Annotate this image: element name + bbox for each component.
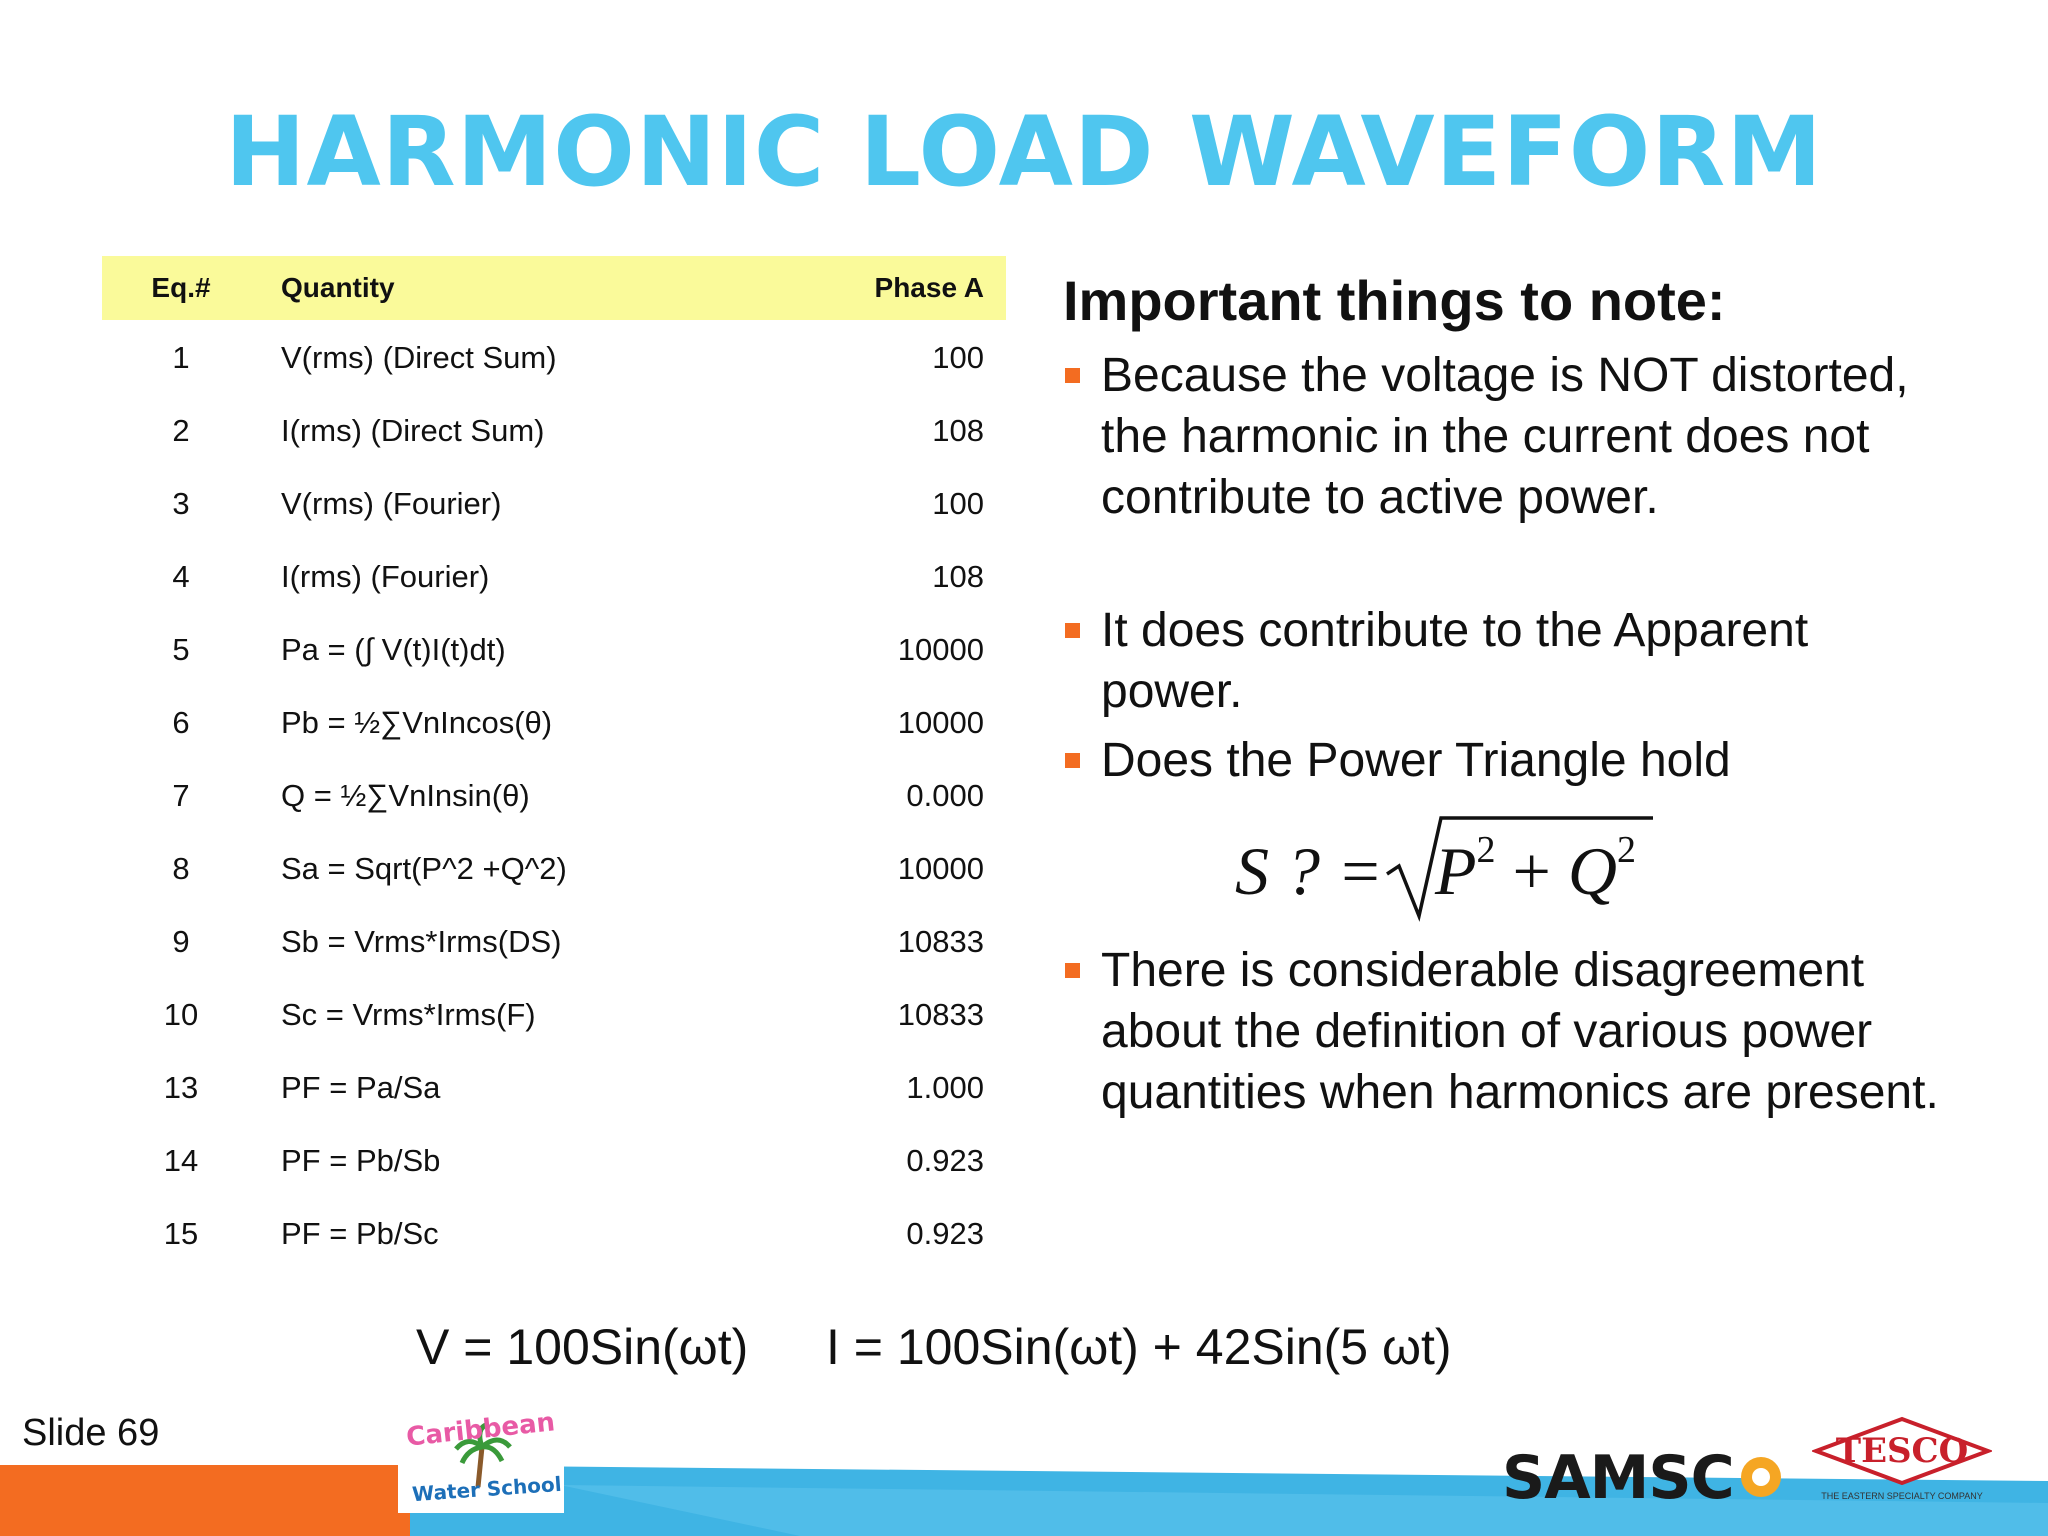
row-quantity: PF = Pb/Sc: [281, 1216, 439, 1251]
table-row: [102, 612, 1006, 685]
table-row: [102, 320, 1006, 393]
row-quantity: V(rms) (Direct Sum): [281, 340, 557, 375]
row-value: 108: [932, 413, 984, 448]
footer-orange-stripe: [0, 1465, 410, 1536]
row-value: 0.000: [906, 778, 984, 813]
bullet-1: [1101, 345, 1961, 528]
row-quantity: I(rms) (Fourier): [281, 559, 490, 594]
row-quantity: I(rms) (Direct Sum): [281, 413, 545, 448]
row-quantity: V(rms) (Fourier): [281, 486, 502, 521]
row-quantity: Pa = (∫ V(t)I(t)dt): [281, 632, 506, 667]
row-eq: 1: [172, 340, 190, 375]
bullet-2-text: It does contribute to the Apparent power.: [1101, 604, 1809, 718]
bullet-2: [1101, 600, 1961, 722]
table-row: [102, 393, 1006, 466]
logo-caribbean-text: Caribbean: [404, 1407, 557, 1453]
bullet-marker: [1065, 368, 1080, 383]
header-phase-a: Phase A: [874, 272, 984, 303]
table-row: [102, 831, 1006, 904]
bullet-3-text: Does the Power Triangle hold: [1101, 734, 1731, 787]
header-quantity: Quantity: [281, 272, 395, 303]
row-quantity: Sa = Sqrt(P^2 +Q^2): [281, 851, 567, 886]
bullet-marker: [1065, 753, 1080, 768]
samsco-gear-icon: [1738, 1454, 1784, 1500]
row-value: 0.923: [906, 1216, 984, 1251]
row-quantity: PF = Pa/Sa: [281, 1070, 441, 1105]
row-value: 108: [932, 559, 984, 594]
header-eq: Eq.#: [151, 272, 211, 303]
row-quantity: Q = ½∑VnInsin(θ): [281, 778, 530, 813]
row-eq: 10: [163, 997, 199, 1032]
row-value: 10000: [897, 705, 984, 740]
row-eq: 7: [172, 778, 190, 813]
data-table: [102, 256, 1006, 1269]
row-quantity: Pb = ½∑VnIncos(θ): [281, 705, 553, 740]
tesco-logo: [1812, 1415, 1992, 1515]
formula-lhs: S ? =: [1235, 833, 1383, 909]
bullet-4: [1101, 940, 1961, 1123]
row-value: 100: [932, 486, 984, 521]
row-eq: 5: [172, 632, 190, 667]
row-value: 10000: [897, 851, 984, 886]
table-row: [102, 977, 1006, 1050]
tesco-subtitle: THE EASTERN SPECIALTY COMPANY: [1821, 1491, 1983, 1501]
slide-title: HARMONIC LOAD WAVEFORM: [225, 96, 1823, 208]
table-row: [102, 1196, 1006, 1269]
row-eq: 4: [172, 559, 190, 594]
row-value: 0.923: [906, 1143, 984, 1178]
table-body: [102, 320, 1006, 1269]
row-quantity: Sb = Vrms*Irms(DS): [281, 924, 562, 959]
notes-heading: Important things to note:: [1063, 269, 1726, 332]
samsco-logo: [1502, 1443, 1784, 1513]
table-header: [102, 256, 1006, 320]
row-eq: 2: [172, 413, 190, 448]
table-row: [102, 904, 1006, 977]
row-eq: 15: [163, 1216, 199, 1251]
power-triangle-formula: [1235, 812, 1655, 922]
samsco-text: SAMSC: [1502, 1443, 1734, 1513]
bullet-marker: [1065, 963, 1080, 978]
table-row: [102, 1123, 1006, 1196]
row-value: 100: [932, 340, 984, 375]
table-row: [102, 758, 1006, 831]
tesco-text: TESCO: [1835, 1431, 1969, 1471]
current-equation: I = 100Sin(ωt) + 42Sin(5 ωt): [826, 1319, 1452, 1375]
formula-radicand: $P^2 + Q^2$: [1435, 829, 1637, 909]
table-row: [102, 466, 1006, 539]
table-row: [102, 1050, 1006, 1123]
bullet-3: [1101, 730, 1961, 791]
row-eq: 6: [172, 705, 190, 740]
row-value: 1.000: [906, 1070, 984, 1105]
bullet-marker: [1065, 623, 1080, 638]
row-eq: 13: [163, 1070, 199, 1105]
bullet-4-text: There is considerable disagreement about the definition of various power quantities when harmonics are present.: [1101, 944, 1939, 1119]
row-value: 10833: [897, 924, 984, 959]
row-eq: 3: [172, 486, 190, 521]
slide-number: Slide 69: [22, 1412, 160, 1454]
caribbean-water-school-logo: [398, 1405, 564, 1513]
table-row: [102, 539, 1006, 612]
row-eq: 8: [172, 851, 190, 886]
table-row: [102, 685, 1006, 758]
row-quantity: PF = Pb/Sb: [281, 1143, 441, 1178]
voltage-equation: V = 100Sin(ωt): [416, 1319, 749, 1375]
bullet-1-text: Because the voltage is NOT distorted, the harmonic in the current does not contribute to active power.: [1101, 349, 1909, 524]
row-eq: 14: [163, 1143, 199, 1178]
row-quantity: Sc = Vrms*Irms(F): [281, 997, 536, 1032]
row-value: 10833: [897, 997, 984, 1032]
row-eq: 9: [172, 924, 190, 959]
row-value: 10000: [897, 632, 984, 667]
logo-water-school-text: Water School: [411, 1471, 563, 1507]
